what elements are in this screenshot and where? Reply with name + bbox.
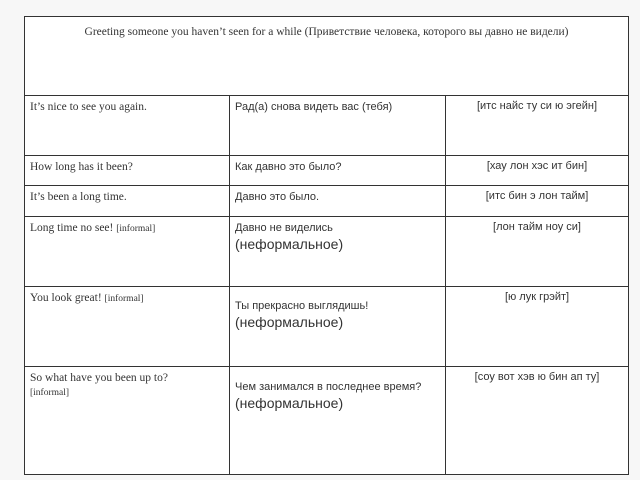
english-cell [25,96,230,156]
transcription-cell [446,287,629,367]
russian-phrase-text: Чем занимался в последнее время? [235,381,422,393]
transcription-cell [446,96,629,156]
russian-cell [230,367,446,475]
english-phrase [25,367,229,400]
table-title-row [25,17,629,96]
english-phrase: How long has it been? [30,161,133,173]
russian-cell [230,96,446,156]
russian-phrase-text: Давно не виделись [235,222,333,234]
transcription: [итс найс ту си ю эгейн] [476,100,598,112]
english-cell [25,217,230,287]
english-phrase: It’s been a long time. [30,191,127,203]
table-row [25,186,629,217]
russian-phrase: Рад(а) снова видеть вас (тебя) [235,101,393,113]
transcription-cell [446,367,629,475]
register-note: [informal] [30,388,70,398]
english-cell [25,287,230,367]
transcription-cell [446,186,629,217]
russian-phrase: Давно это было. [235,191,320,203]
transcription-cell [446,217,629,287]
russian-cell [230,186,446,217]
transcription-cell [446,156,629,186]
russian-cell [230,287,446,367]
register-note: [informal] [116,224,156,234]
transcription: [лон тайм ноу си] [493,221,581,233]
english-cell [25,156,230,186]
russian-phrase [230,376,445,412]
russian-phrase [230,217,445,253]
register-note: (неформальное) [235,314,344,330]
phrase-table [24,16,629,475]
table-row [25,96,629,156]
russian-phrase-text: Ты прекрасно выглядишь! [235,300,369,312]
transcription: [итс бин э лон тайм] [485,190,589,202]
table-title: Greeting someone you haven’t seen for a while (Приветствие человека, которого вы давно не видели) [25,17,629,96]
russian-cell [230,217,446,287]
transcription: [хау лон хэс ит бин] [486,160,588,172]
register-note: [informal] [104,294,144,304]
english-phrase-text: You look great! [30,292,102,304]
transcription: [соу вот хэв ю бин ап ту] [474,371,600,383]
english-cell [25,367,230,475]
russian-phrase: Как давно это было? [235,161,342,173]
english-phrase [25,217,229,236]
table-row [25,287,629,367]
register-note: (неформальное) [235,395,344,411]
english-phrase [25,287,229,306]
register-note: (неформальное) [235,236,344,252]
english-cell [25,186,230,217]
english-phrase-text: So what have you been up to? [30,372,168,384]
english-phrase: It’s nice to see you again. [30,101,147,113]
table-row [25,217,629,287]
russian-cell [230,156,446,186]
transcription: [ю лук грэйт] [504,291,570,303]
russian-phrase [230,295,445,331]
english-phrase-text: Long time no see! [30,222,114,234]
table-row [25,156,629,186]
table-row [25,367,629,475]
